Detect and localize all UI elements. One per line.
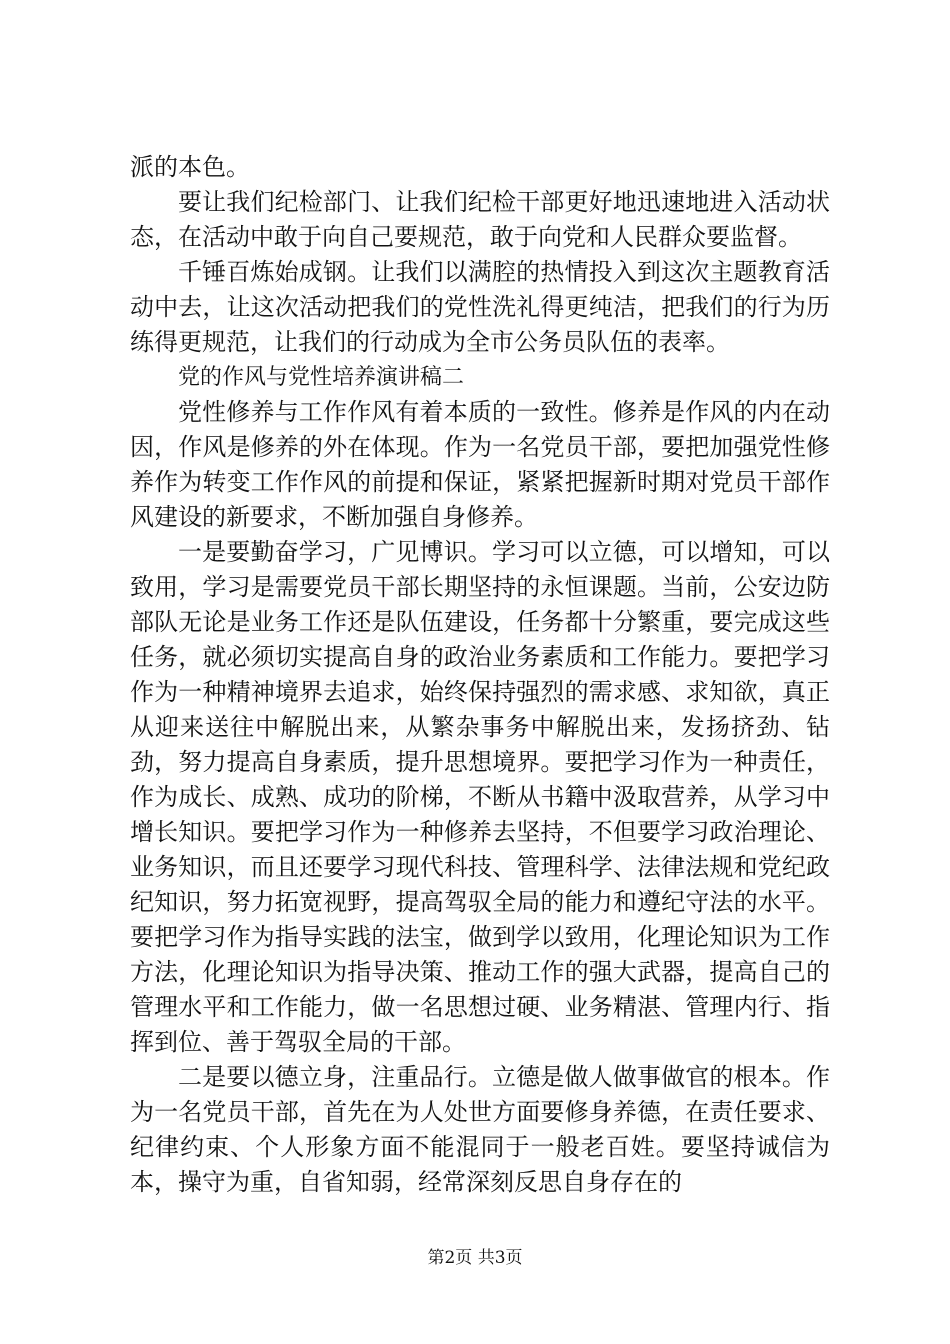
paragraph-intro: 党性修养与工作作风有着本质的一致性。修养是作风的内在动因，作风是修养的外在体现。作为一名党员干部，要把加强党性修养作为转变工作作风的前提和保证，紧紧把握新时期对党员干部作风建设的新要求，不断加强自身修养。: [130, 398, 830, 531]
paragraph-point-one: 一是要勤奋学习，广见博识。学习可以立德，可以增知，可以致用，学习是需要党员干部长期坚持的永恒课题。当前，公安边防部队无论是业务工作还是队伍建设，任务都十分繁重，要完成这些任务，就必须切实提高自身的政治业务素质和工作能力。要把学习作为一种精神境界去追求，始终保持强烈的需求感、求知欲，真正从迎来送往中解脱出来，从繁杂事务中解脱出来，发扬挤劲、钻劲，努力提高自身素质，提升思想境界。要把学习作为一种责任，作为成长、成熟、成功的阶梯，不断从书籍中汲取营养，从学习中增长知识。要把学习作为一种修养去坚持，不但要学习政治理论、业务知识，而且还要学习现代科技、管理科学、法律法规和党纪政纪知识，努力拓宽视野，提高驾驭全局的能力和遵纪守法的水平。要把学习作为指导实践的法宝，做到学以致用，化理论知识为工作方法，化理论知识为指导决策、推动工作的强大武器，提高自己的管理水平和工作能力，做一名思想过硬、业务精湛、管理内行、指挥到位、善于驾驭全局的干部。: [130, 538, 830, 1056]
paragraph-point-two: 二是要以德立身，注重品行。立德是做人做事做官的根本。作为一名党员干部，首先在为人处世方面要修身养德，在责任要求、纪律约束、个人形象方面不能混同于一般老百姓。要坚持诚信为本，操守为重，自省知弱，经常深刻反思自身存在的: [130, 1063, 830, 1196]
paragraph-conclusion: 千锤百炼始成钢。让我们以满腔的热情投入到这次主题教育活动中去，让这次活动把我们的党性洗礼得更纯洁，把我们的行为历练得更规范，让我们的行动成为全市公务员队伍的表率。: [130, 258, 830, 356]
document-body: [130, 150, 830, 1200]
paragraph-inspection: 要让我们纪检部门、让我们纪检干部更好地迅速地进入活动状态，在活动中敢于向自己要规范，敢于向党和人民群众要监督。: [130, 188, 830, 251]
paragraph-continuation: 派的本色。: [130, 153, 250, 181]
page-footer: 第2页 共3页: [427, 1248, 523, 1268]
section-title: 党的作风与党性培养演讲稿二: [178, 365, 465, 390]
